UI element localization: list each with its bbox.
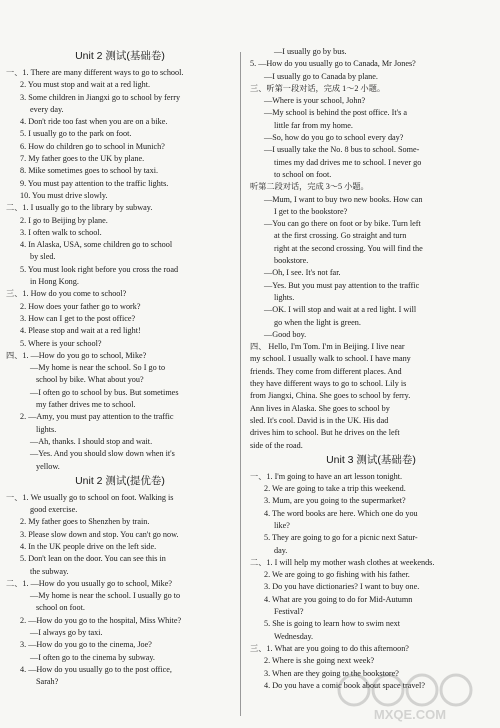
left-column <box>6 48 234 689</box>
unit2-advanced-title: Unit 2 测试(提优卷) <box>75 474 165 487</box>
section-heading: 三、听第一段对话，完成 1～2 小题。 <box>250 83 386 93</box>
answer-line: 5. They are going to go for a picnic next Satur- <box>264 533 418 543</box>
passage-line: my school. I usually walk to school. I have many <box>250 354 411 364</box>
answer-line: 5. Where is your school? <box>20 338 102 348</box>
answer-line: —I usually go to Canada by plane. <box>264 71 378 81</box>
dialog-line: right at the second crossing. You will find the <box>274 243 423 253</box>
dialog-line: times my dad drives me to school. I never go <box>274 157 422 167</box>
answer-line: Wednesday. <box>274 631 314 641</box>
answer-line: 2. Where is she going next week? <box>264 656 375 666</box>
passage-line: sled. It's cool. David is in the UK. His dad <box>250 415 389 425</box>
answer-line: 2. We are going to take a trip this weekend. <box>264 484 406 494</box>
passage-line: friends. They come from different places. And <box>250 366 402 376</box>
dialog-line: —So, how do you go to school every day? <box>264 133 404 143</box>
answer-line: 一、1. I'm going to have an art lesson tonight. <box>250 471 403 481</box>
answer-line: —I usually go by bus. <box>274 47 347 56</box>
answer-line: yellow. <box>36 461 60 471</box>
answer-line: 一、1. There are many different ways to go to school. <box>6 68 184 77</box>
answer-line: 4. Please stop and wait at a red light! <box>20 326 141 336</box>
answer-line: like? <box>274 520 290 530</box>
answer-line: 三、1. How do you come to school? <box>6 289 127 299</box>
answer-line: my father drives me to school. <box>36 400 136 410</box>
answer-line: —I always go by taxi. <box>30 628 103 638</box>
answer-line: 二、1. I will help my mother wash clothes at weekends. <box>250 557 435 567</box>
unit3-basic-title: Unit 3 测试(基础卷) <box>326 453 416 466</box>
answer-line: 2. How does your father go to work? <box>20 301 141 311</box>
answer-line: Festival? <box>274 607 304 617</box>
dialog-line: lights. <box>274 292 295 302</box>
answer-line: 一、1. We usually go to school on foot. Walking is <box>6 492 174 502</box>
answer-line: 5. —How do you usually go to Canada, Mr Jones? <box>250 59 416 69</box>
answer-line: 4. Do you have a comic book about space travel? <box>264 680 425 690</box>
dialog-line: —Yes. But you must pay attention to the traffic <box>264 280 420 290</box>
right-column <box>250 46 492 692</box>
answer-line: 6. How do children go to school in Munich? <box>20 141 165 151</box>
passage-line: side of the road. <box>250 440 303 450</box>
answer-line: 4. What are you going to do for Mid-Autumn <box>264 594 413 604</box>
answer-line: lights. <box>36 424 57 434</box>
passage-line: 四、 Hello, I'm Tom. I'm in Beijing. I live near <box>250 342 405 352</box>
passage-line: Ann lives in Alaska. She goes to school by <box>250 403 390 413</box>
answer-line: —My home is near the school. So I go to <box>30 363 166 373</box>
dialog-line: at the first crossing. Go straight and turn <box>274 231 407 241</box>
dialog-line: —Where is your school, John? <box>264 96 366 106</box>
dialog-line: —OK. I will stop and wait at a red light. I will <box>264 305 417 315</box>
answer-line: 4. Don't ride too fast when you are on a bike. <box>20 117 168 127</box>
answer-line: 2. —How do you go to the hospital, Miss White? <box>20 615 182 625</box>
dialog-line: —Oh, I see. It's not far. <box>264 268 341 278</box>
dialog-line: —You can go there on foot or by bike. Turn left <box>264 219 421 229</box>
dialog-line: I get to the bookstore? <box>274 206 348 216</box>
answer-line: 7. My father goes to the UK by plane. <box>20 154 145 164</box>
answer-line: 9. You must pay attention to the traffic lights. <box>20 178 169 188</box>
answer-line: 3. I often walk to school. <box>20 227 102 237</box>
answer-line: 4. In the UK people drive on the left side. <box>20 541 157 551</box>
dialog-line: —Mum, I want to buy two new books. How can <box>264 194 423 204</box>
watermark-text: MXQE.COM <box>373 707 447 722</box>
unit2-basic-title: Unit 2 测试(基础卷) <box>75 50 165 62</box>
answer-line: 二、1. I usually go to the library by subway. <box>6 203 153 213</box>
answer-line: 2. You must stop and wait at a red light. <box>20 80 151 90</box>
answer-line: 5. She is going to learn how to swim next <box>264 619 400 629</box>
answer-line: 3. Please slow down and stop. You can't go now. <box>20 529 179 539</box>
dialog-line: —I usually take the No. 8 bus to school. Some- <box>264 145 420 155</box>
answer-line: 10. You must drive slowly. <box>20 190 108 200</box>
dialog-line: bookstore. <box>274 256 309 266</box>
dialog-line: to school on foot. <box>274 169 332 179</box>
answer-line: 4. —How do you usually go to the post office, <box>20 664 172 674</box>
section-heading: 听第二段对话，完成 3～5 小题。 <box>250 182 369 192</box>
answer-line: —Ah, thanks. I should stop and wait. <box>30 436 153 446</box>
answer-line: 2. I go to Beijing by plane. <box>20 215 108 225</box>
passage-line: drives him to school. But he drives on the left <box>250 428 400 438</box>
answer-line: 5. I usually go to the park on foot. <box>20 129 132 139</box>
dialog-line: —My school is behind the post office. It's a <box>264 108 407 118</box>
answer-line: —My home is near the school. I usually go to <box>30 591 181 601</box>
dialog-line: little far from my home. <box>274 120 353 130</box>
answer-line: —I often go to the cinema by subway. <box>30 652 155 662</box>
answer-line: every day. <box>30 104 64 114</box>
answer-line: 4. In Alaska, USA, some children go to school <box>20 240 173 250</box>
dialog-line: go when the light is green. <box>274 317 361 327</box>
answer-line: 2. —Amy, you must pay attention to the traffic <box>20 412 174 422</box>
answer-line: 3. How can I get to the post office? <box>20 313 136 323</box>
answer-line: Sarah? <box>36 677 59 687</box>
answer-line: —Yes. And you should slow down when it's <box>30 449 175 459</box>
answer-line: the subway. <box>30 566 69 576</box>
answer-line: 5. You must look right before you cross the road <box>20 264 179 274</box>
answer-line: 3. Do you have dictionaries? I want to buy one. <box>264 582 420 592</box>
answer-line: in Hong Kong. <box>30 277 79 287</box>
answer-line: 二、1. —How do you usually go to school, Mike? <box>6 578 173 588</box>
answer-line: by sled. <box>30 252 56 262</box>
passage-line: they have different ways to go to school. Lily is <box>250 379 407 389</box>
answer-line: 3. —How do you go to the cinema, Joe? <box>20 640 152 650</box>
answer-line: 2. We are going to go fishing with his father. <box>264 570 410 580</box>
answer-line: 3. Mum, are you going to the supermarket? <box>264 496 406 506</box>
answer-line: 5. Don't lean on the door. You can see this in <box>20 554 166 564</box>
answer-line: 8. Mike sometimes goes to school by taxi. <box>20 166 159 176</box>
answer-line: school on foot. <box>36 603 85 613</box>
passage-line: from Jiangxi, China. She goes to school by ferry. <box>250 391 411 401</box>
answer-line: 2. My father goes to Shenzhen by train. <box>20 517 150 527</box>
answer-line: 四、1. —How do you go to school, Mike? <box>6 350 147 360</box>
answer-line: school by bike. What about you? <box>36 375 144 385</box>
answer-line: good exercise. <box>30 505 78 515</box>
answer-line: 3. When are they going to the bookstore? <box>264 668 399 678</box>
answer-line: 三、1. What are you going to do this afternoon? <box>250 643 409 653</box>
column-divider <box>240 52 241 716</box>
answer-line: 3. Some children in Jiangxi go to school by ferry <box>20 92 181 102</box>
answer-line: —I often go to school by bus. But sometimes <box>30 387 179 397</box>
answer-line: day. <box>274 545 288 555</box>
answer-line: 4. The word books are here. Which one do you <box>264 508 418 518</box>
dialog-line: —Good boy. <box>264 329 307 339</box>
